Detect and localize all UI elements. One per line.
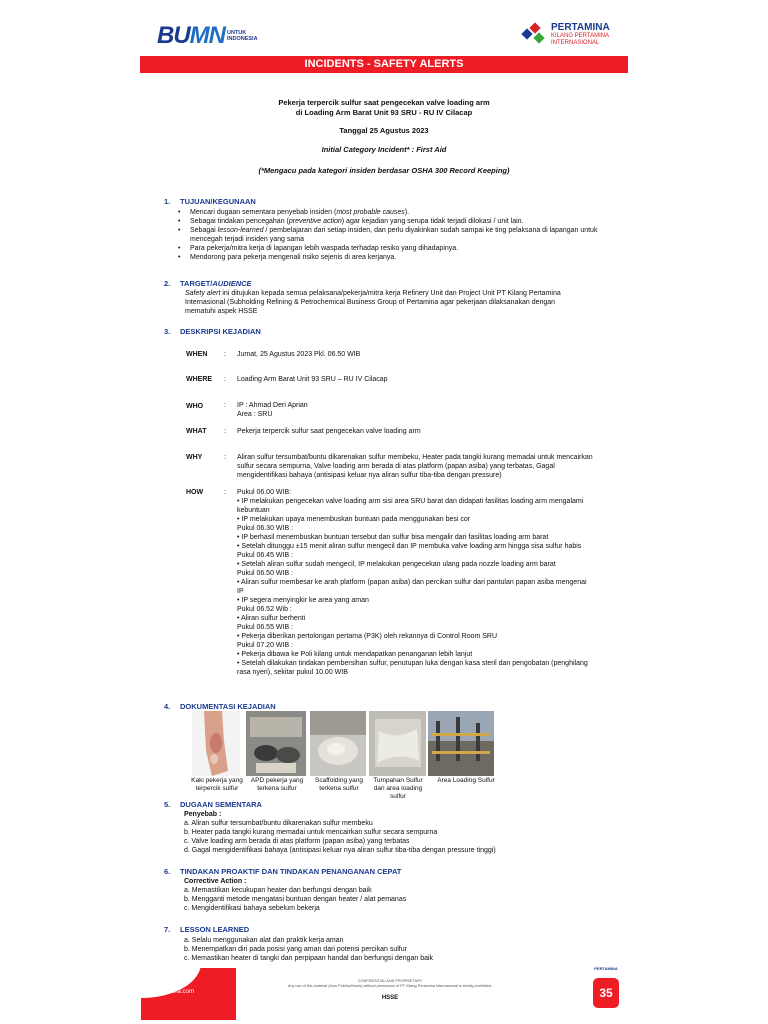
list-item: a. Aliran sulfur tersumbat/buntu dikarenakan sulfur membeku <box>184 820 373 827</box>
incident-title <box>140 98 628 118</box>
section-3-heading <box>164 327 261 336</box>
section-5-heading <box>164 800 262 809</box>
section-title: TINDAKAN PROAKTIF DAN TINDAKAN PENANGANAN CEPAT <box>180 867 402 876</box>
pertamina-sub-2: INTERNASIONAL <box>551 40 600 46</box>
section-title: TUJUAN/KEGUNAAN <box>180 197 256 206</box>
section-title: DOKUMENTASI KEJADIAN <box>180 702 276 711</box>
section-2-heading <box>164 279 252 288</box>
section-4-heading <box>164 702 276 711</box>
footer-confidential <box>260 979 520 989</box>
section-number: 2. <box>164 279 171 288</box>
section-title: TARGET/ <box>180 279 213 288</box>
incident-category: Initial Category Incident* : First Aid <box>321 145 447 154</box>
section-number: 6. <box>164 867 171 876</box>
section-7-heading <box>164 925 249 934</box>
badge-35-icon: 35 <box>593 978 619 1008</box>
where-value: Loading Arm Barat Unit 93 SRU – RU IV Cilacap <box>237 376 388 383</box>
photo-scaffolding <box>310 711 366 776</box>
section-number: 5. <box>164 800 171 809</box>
list-item: a. Memastikan kecukupan heater dan berfungsi dengan baik <box>184 887 372 894</box>
target-text <box>185 289 625 316</box>
list-item: a. Selalu menggunakan alat dan praktik kerja aman <box>184 937 344 944</box>
incidents-banner: INCIDENTS - SAFETY ALERTS <box>140 56 628 73</box>
footer-url: kpi.pertamina.com <box>145 989 195 995</box>
list-item: • Mendorong para pekerja mengenali risiko sejenis di area kerjanya. <box>178 253 598 262</box>
section-6-heading <box>164 867 401 876</box>
what-label: WHAT <box>186 428 207 435</box>
caption-spill: Tumpahan Sulfur dari area loading sulfur <box>373 777 423 800</box>
list-item: c. Valve loading arm berada di atas platform (papan asiba) yang terbatas <box>184 838 410 845</box>
caption-scaffolding: Scaffolding yang terkena sulfur <box>315 777 363 792</box>
photo-ppe <box>246 711 306 776</box>
category-note: (*Mengacu pada kategori insiden berdasar OSHA 300 Record Keeping) <box>258 166 510 175</box>
section-number: 1. <box>164 197 171 206</box>
target-line-3: mematuhi aspek HSSE <box>185 308 258 315</box>
bumn-subtitle <box>227 30 258 42</box>
list-item: • Mencari dugaan sementara penyebab insiden (most probable causes). <box>178 208 598 217</box>
tujuan-list <box>178 208 598 262</box>
pertamina-logo <box>521 22 610 47</box>
colon: : <box>224 489 226 496</box>
when-label: WHEN <box>186 351 208 358</box>
section-1-heading <box>164 197 256 206</box>
caption-ppe: APD pekerja yang terkena sulfur <box>250 777 304 792</box>
penyebab-label: Penyebab : <box>184 811 222 818</box>
colon: : <box>224 402 226 409</box>
bumn-logo <box>157 24 258 48</box>
section-number: 3. <box>164 327 171 336</box>
how-label: HOW <box>186 489 204 496</box>
pertamina-sub-1: KILANG PERTAMINA <box>551 33 610 39</box>
photo-loading-area <box>428 711 494 776</box>
title-line-2: di Loading Arm Barat Unit 93 SRU - RU IV Cilacap <box>295 108 473 117</box>
list-item: c. Memastikan heater di tangki dan perpipaan handal dan berfungsi dengan baik <box>184 955 434 962</box>
bumn-word-mn: MN <box>189 22 225 49</box>
who-value: IP : Ahmad Deri Aprian Area : SRU <box>237 402 308 418</box>
list-item: c. Mengidentifikasi bahaya sebelum bekerja <box>184 905 320 912</box>
tindakan-list <box>184 877 406 913</box>
colon: : <box>224 376 226 383</box>
section-number: 4. <box>164 702 171 711</box>
bumn-word-bu: BU <box>157 22 190 49</box>
pertamina-mark-icon <box>521 22 547 44</box>
pertamina-name: PERTAMINA <box>551 22 610 33</box>
list-item: • Sebagai tindakan pencegahan (preventive action) agar kejadian yang serupa tidak terjadi dilokasi / unit lain. <box>178 217 598 226</box>
list-item: b. Menempatkan diri pada posisi yang aman dari potensi percikan sulfur <box>184 946 407 953</box>
caption-leg: Kaki pekerja yang terpercik sulfur <box>191 777 243 792</box>
incident-date: Tanggal 25 Agustus 2023 <box>339 126 429 135</box>
how-value: Pukul 06.00 WIB: • IP melakukan pengecekan valve loading arm sisi area SRU barat dan didapati fasilitas loading arm mengalami kebuntuan • IP melakukan upaya menembuskan buntuan pada menggunakan besi cor Pukul 06.30 WIB : • IP berhasil menembuskan buntuan tersebut dan sulfur bisa mengalir dari fasilitas loading arm barat • Setelah ditunggu ±15 menit aliran sulfur mengecil dan IP membuka valve loading arm hingga sisa sulfur habis Pukul 06.45 WIB : • Setelah aliran sulfur sudah mengecil, IP melakukan pengecekan ulang pada nozzle loading arm barat Pukul 06.50 WIB : • Aliran sulfur membesar ke arah platform (papan asiba) dan percikan sulfur dari pantulan papan asiba mengenai IP • IP segera menyingkir ke area yang aman Pukul 06.52 Wib : • Aliran sulfur berhenti Pukul 06.55 WIB : • Pekerja diberikan pertolongan pertama (P3K) oleh rekannya di Control Room SRU Pukul 07.20 WIB : • Pekerja dibawa ke Poli kilang untuk mendapatkan penanganan lebih lanjut • Setelah dilakukan tindakan pembersihan sulfur, penutupan luka dengan kasa steril dan pengobatan (penghilang rasa nyeri), sekitar pukul 10.00 WIB <box>237 489 588 676</box>
section-title: DUGAAN SEMENTARA <box>180 800 262 809</box>
why-label: WHY <box>186 454 203 461</box>
when-value: Jumat, 25 Agustus 2023 Pkl. 06.50 WIB <box>237 351 361 358</box>
who-label: WHO <box>186 403 204 410</box>
lesson-list <box>184 936 433 963</box>
list-item: d. Gagal mengidentifikasi bahaya (antisipasi keluar nya aliran sulfur tiba-tiba dengan pressure tinggi) <box>184 847 496 854</box>
photo-injured-leg <box>192 711 240 776</box>
confidential-line-1: CONFIDENTIAL AND PROPRIETARY <box>357 979 423 983</box>
list-item: • Para pekerja/mitra kerja di lapangan lebih waspada terhadap resiko yang dihadapinya. <box>178 244 598 253</box>
colon: : <box>224 351 226 358</box>
badge-caption: PERTAMINA <box>594 966 618 971</box>
corrective-action-label: Corrective Action : <box>184 878 247 885</box>
where-label: WHERE <box>186 376 213 383</box>
list-item: b. Heater pada tangki kurang memadai untuk mencairkan sulfur secara sempurna <box>184 829 438 836</box>
colon: : <box>224 454 226 461</box>
list-item: b. Mengganti metode mengatasi buntuan dengan heater / alat pemanas <box>184 896 407 903</box>
what-value: Pekerja terpercik sulfur saat pengecekan valve loading arm <box>237 428 421 435</box>
section-title: DESKRIPSI KEJADIAN <box>180 327 261 336</box>
anniversary-badge <box>585 966 627 1014</box>
bumn-sub-1: UNTUK <box>227 30 247 36</box>
dugaan-list <box>184 810 496 855</box>
confidential-line-2: Any use of this material (from Publics/Holds) without permission of PT Kilang Pertamina Internasional is strictly prohibited. <box>287 984 493 988</box>
photo-sulfur-spill <box>369 711 426 776</box>
footer-hsse: HSSE <box>381 995 399 1001</box>
section-title: LESSON LEARNED <box>180 925 250 934</box>
section-title-italic: AUDIENCE <box>212 279 252 288</box>
caption-loading-area: Area Loading Sulfur <box>437 777 495 784</box>
why-value: Aliran sulfur tersumbat/buntu dikarenakan sulfur membeku, Heater pada tangki kurang memadai untuk mencairkan sulfur secara sempurna, Valve loading arm berada di atas platform (papan asiba) yang terbatas, Gagal mengidentifikasi bahaya (antisipasi keluar nya aliran sulfur tiba-tiba dengan pressure) <box>237 454 593 479</box>
target-line-2: Internasional (Subholding Refining & Petrochemical Business Group of Pertamina agar pekerjaan dilaksanakan dengan <box>185 299 556 306</box>
target-safety-alert: Safety alert <box>185 290 221 297</box>
list-item: • Sebagai lesson-learned / pembelajaran dari setiap insiden, dan perlu diyakinkan sudah sampai ke ting pelaksana di lapangan untuk mencegah terjadi insiden yang sama <box>178 226 598 244</box>
target-line-1: ini ditujukan kepada semua pelaksana/pekerja/mitra kerja Refinery Unit dan Project Unit PT Kilang Pertamina <box>220 290 561 297</box>
footer-red-panel <box>141 968 236 1020</box>
section-number: 7. <box>164 925 171 934</box>
colon: : <box>224 428 226 435</box>
bumn-wordmark <box>157 22 225 50</box>
bumn-sub-2: INDONESIA <box>227 36 258 42</box>
title-line-1: Pekerja terpercik sulfur saat pengecekan valve loading arm <box>278 98 490 107</box>
